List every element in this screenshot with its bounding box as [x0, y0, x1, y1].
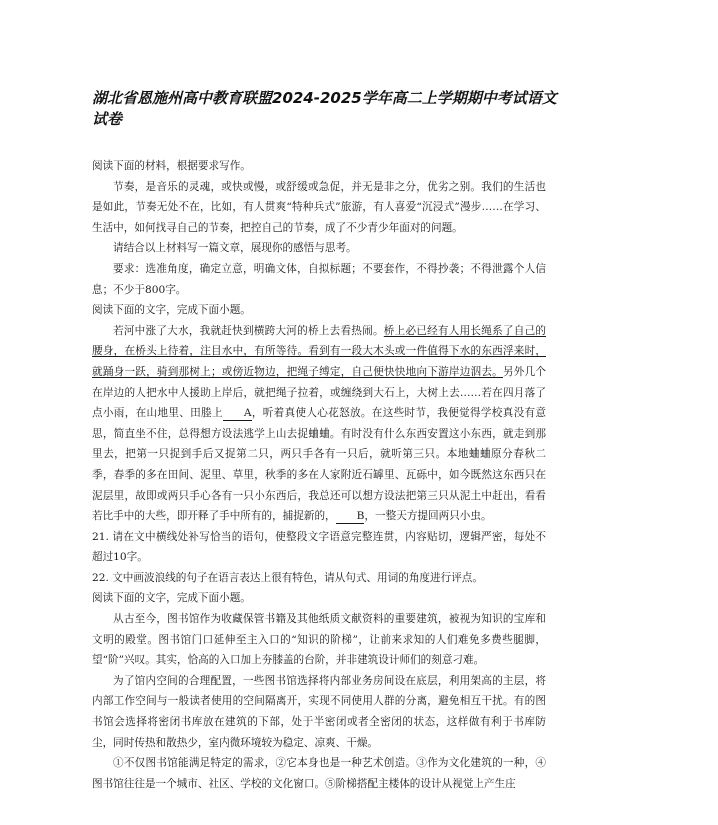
document-body	[92, 156, 546, 794]
writing-requirements: 要求：选准角度，确定立意，明确文体，自拟标题；不要套作，不得抄袭；不得泄露个人信息；不少于800字。	[92, 262, 546, 296]
passage-segment: ，一整天方提回两只小虫。	[364, 510, 492, 523]
passage-segment: ，听着真使人心花怒放。在这些时节，我便觉得学校真没有意思，简直坐不住，总得想方设法逃学上山去捉蛐蛐。有时没有什么东西安置这小东西，就走到那里去，把第一只捉到手后又捉第二只，两只手各有一只后，就听第三只。本地蛐蛐原分春秋二季，春季的多在田间、泥里、草里，秋季的多在人家附近石罅里、瓦砾中，如今既然这东西只在泥层里，故即或两只手心各有一只小东西后，我总还可以想方设法把第三只从泥土中赶出，看看若比手中的大些，即开释了手中所有的，捕捉新的，	[92, 407, 546, 523]
passage-segment: 若河中涨了大水，我就赶快到横跨大河的桥上去看热闹。	[113, 324, 384, 337]
document-title: 湖北省恩施州高中教育联盟2024-2025学年高二上学期期中考试语文试卷	[92, 89, 557, 128]
writing-instruction: 阅读下面的材料，根据要求写作。	[92, 160, 251, 172]
blank-a: A	[223, 407, 252, 421]
blank-b: B	[336, 510, 365, 524]
wavy-underlined-sentence: 桥上必已经有人用长绳系了自己的腰身，在桥头上待着，注目水中，有所等待。看到有一段大木头或一件值得下水的东西浮来时，就踊身一跃，骑到那树上；或傍近物边，把绳子缚定，自己便快快地向下游岸边泅去。	[92, 324, 547, 378]
reading2-instruction: 阅读下面的文字，完成下面小题。	[92, 592, 251, 605]
reading2-paragraph-2: 为了馆内空间的合理配置，一些图书馆选择将内部业务房间设在底层，利用架高的主层，将内部工作空间与一般读者使用的空间隔离开，实现不同使用人群的分离，避免相互干扰。有的图书馆会选择将密闭书库放在建筑的下部，处于半密闭或者全密闭的状态，这样做有利于书库防尘，同时传热和散热少，室内微环境较为稳定、凉爽、干燥。	[92, 674, 546, 749]
writing-task: 请结合以上材料写一篇文章，展现你的感悟与思考。	[113, 242, 357, 255]
passage-segment: 另外几个在岸边的人把水中人援助上岸后，就把绳子拉着，或缠绕到大石上，大树上去……若在四月落了点小雨，在山地里、田塍上	[92, 365, 547, 420]
reading1-instruction: 阅读下面的文字，完成下面小题。	[92, 304, 251, 317]
question-21: 21. 请在文中横线处补写恰当的语句，使整段文字语意完整连贯，内容贴切，逻辑严密，每处不超过10字。	[92, 530, 546, 564]
reading2-paragraph-3: ①不仅图书馆能满足特定的需求，②它本身也是一种艺术创造。③作为文化建筑的一种，④图书馆往往是一个城市、社区、学校的文化窗口。⑤阶梯搭配主楼体的设计从视觉上产生庄	[92, 757, 546, 790]
question-22: 22. 文中画波浪线的句子在语言表达上很有特色，请从句式、用词的角度进行评点。	[92, 571, 483, 584]
writing-material: 节奏，是音乐的灵魂，或快或慢，或舒缓或急促，并无是非之分，优劣之别。我们的生活也是如此，节奏无处不在，比如，有人贯爽“特种兵式”旅游，有人喜爱“沉浸式”漫步……在学习、生活中，如何找寻自己的节奏，把控自己的节奏，成了不少青少年面对的问题。	[92, 180, 546, 234]
reading1-passage	[92, 321, 546, 527]
reading2-paragraph-1: 从古至今，图书馆作为收藏保管书籍及其他纸质文献资料的重要建筑，被视为知识的宝库和文明的殿堂。图书馆门口延伸至主入口的“知识的阶梯”，让前来求知的人们难免多费些腿脚，望“阶”兴叹。其实，恰高的入口加上夯膝盖的台阶，并非建筑设计师们的刻意刁难。	[92, 613, 546, 667]
